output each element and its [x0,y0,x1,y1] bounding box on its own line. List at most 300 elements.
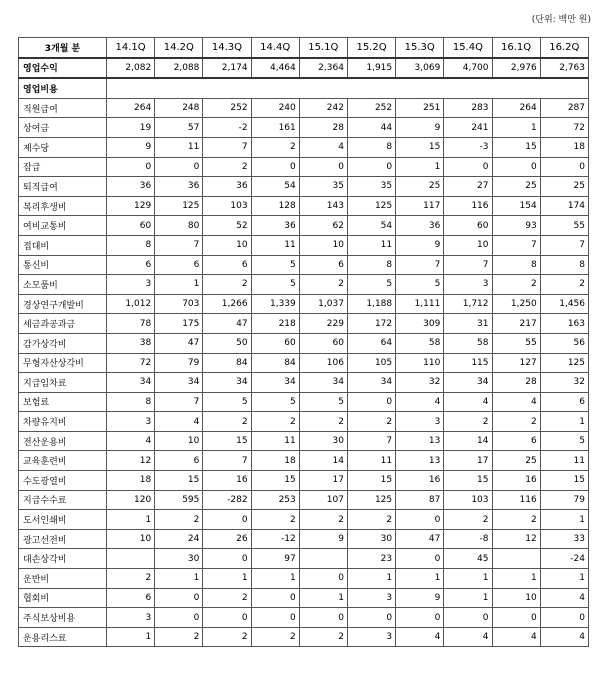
table-cell: 3,069 [396,58,444,79]
row-label: 지급임차료 [19,373,107,393]
table-cell: 6 [540,392,588,412]
section-spacer [107,78,589,98]
table-row [19,392,589,412]
table-cell: 129 [107,196,155,216]
table-cell: 60 [299,333,347,353]
table-cell [299,549,347,569]
table-cell: 2 [155,510,203,530]
table-cell: 0 [492,608,540,628]
table-cell: 1 [155,275,203,295]
table-cell: 264 [492,98,540,118]
table-cell: 0 [203,549,251,569]
table-cell: 2 [540,275,588,295]
table-cell: 1 [540,412,588,432]
table-cell: 54 [347,216,395,236]
table-cell: 27 [444,177,492,197]
table-cell: 2,976 [492,58,540,79]
table-cell: 248 [155,98,203,118]
table-cell: 25 [396,177,444,197]
table-row [19,255,589,275]
table-cell: 2 [492,275,540,295]
table-cell: 0 [540,157,588,177]
table-cell: 11 [347,451,395,471]
row-label: 수도광열비 [19,471,107,491]
table-cell: 4,464 [251,58,299,79]
table-cell: 217 [492,314,540,334]
table-cell: 55 [492,333,540,353]
table-cell: 116 [444,196,492,216]
table-cell: 9 [396,588,444,608]
table-cell: 28 [299,118,347,138]
table-cell: 4 [492,392,540,412]
table-cell: 163 [540,314,588,334]
column-header: 14.1Q [107,38,155,58]
table-cell: 84 [203,353,251,373]
table-cell: 11 [251,235,299,255]
table-cell: 60 [107,216,155,236]
table-cell: 1,266 [203,294,251,314]
table-cell: 4 [444,392,492,412]
table-cell: 1 [492,569,540,589]
table-cell: 174 [540,196,588,216]
row-label: 보험료 [19,392,107,412]
table-cell: 78 [107,314,155,334]
table-cell: 3 [107,412,155,432]
table-cell: 56 [540,333,588,353]
table-row [19,608,589,628]
table-cell: 1 [540,569,588,589]
table-row [19,569,589,589]
table-cell: 36 [155,177,203,197]
table-row [19,451,589,471]
table-cell: 229 [299,314,347,334]
table-cell: 9 [396,118,444,138]
table-cell: -3 [444,137,492,157]
table-cell: 13 [396,451,444,471]
table-cell: 2 [299,627,347,647]
table-cell: 15 [347,471,395,491]
table-cell: 32 [540,373,588,393]
table-cell: 3 [107,275,155,295]
table-row [19,471,589,491]
table-cell: 0 [155,588,203,608]
table-cell: 2,763 [540,58,588,79]
row-label: 경상연구개발비 [19,294,107,314]
table-row [19,177,589,197]
table-cell: 60 [444,216,492,236]
table-cell: 30 [155,549,203,569]
table-row [19,235,589,255]
column-header: 15.3Q [396,38,444,58]
table-cell: 47 [155,333,203,353]
row-label: 무형자산상각비 [19,353,107,373]
table-cell: 2 [347,412,395,432]
table-row [19,373,589,393]
table-cell: 12 [492,529,540,549]
revenue-row [19,58,589,79]
table-cell: 5 [540,431,588,451]
table-cell: 252 [347,98,395,118]
table-cell: 5 [396,275,444,295]
table-cell [107,549,155,569]
table-cell: 6 [107,255,155,275]
table-cell: 4 [299,137,347,157]
table-cell: 103 [444,490,492,510]
table-cell: 4 [444,627,492,647]
table-cell: 116 [492,490,540,510]
table-cell: 2 [251,137,299,157]
table-cell: 32 [396,373,444,393]
table-cell: 2 [251,627,299,647]
table-cell: 7 [203,451,251,471]
table-cell: 1 [299,588,347,608]
table-cell: 10 [492,588,540,608]
table-cell: 7 [155,235,203,255]
table-cell: 2 [155,627,203,647]
table-cell: 6 [155,255,203,275]
table-cell: 9 [299,529,347,549]
table-row [19,294,589,314]
table-cell: 13 [396,431,444,451]
table-cell: 0 [444,608,492,628]
table-cell: 105 [347,353,395,373]
table-cell: 2,082 [107,58,155,79]
table-cell: 15 [203,431,251,451]
table-cell: 264 [107,98,155,118]
table-cell: 2 [444,510,492,530]
table-cell: 87 [396,490,444,510]
table-cell: 8 [107,235,155,255]
table-cell: 1,712 [444,294,492,314]
row-label: 차량유지비 [19,412,107,432]
table-cell: 19 [107,118,155,138]
table-cell: 0 [107,157,155,177]
table-row [19,118,589,138]
table-cell: 2 [203,412,251,432]
table-cell: 242 [299,98,347,118]
table-cell: 8 [347,137,395,157]
section-row [19,78,589,98]
table-cell: 58 [396,333,444,353]
table-cell: 2 [251,510,299,530]
table-cell: 251 [396,98,444,118]
table-cell: 10 [444,235,492,255]
column-header: 14.4Q [251,38,299,58]
table-cell: 36 [251,216,299,236]
table-cell: 2 [203,275,251,295]
table-cell: 72 [107,353,155,373]
table-cell: 2 [299,412,347,432]
table-row [19,216,589,236]
table-cell: 11 [251,431,299,451]
table-cell: 4,700 [444,58,492,79]
table-row [19,431,589,451]
table-cell: 25 [492,451,540,471]
table-cell: 7 [347,431,395,451]
table-cell: 1 [251,569,299,589]
table-cell: 38 [107,333,155,353]
table-cell: 287 [540,98,588,118]
table-cell: 1,339 [251,294,299,314]
table-cell: 0 [203,608,251,628]
table-cell: 12 [107,451,155,471]
table-cell: 47 [203,314,251,334]
table-row [19,353,589,373]
table-cell: 2,088 [155,58,203,79]
table-row [19,275,589,295]
row-label: 세금과공과금 [19,314,107,334]
table-cell: 4 [107,431,155,451]
table-cell: 5 [251,275,299,295]
table-cell: 0 [396,608,444,628]
table-cell: 10 [155,431,203,451]
column-header: 15.2Q [347,38,395,58]
row-label: 직원급여 [19,98,107,118]
table-cell: 1,915 [347,58,395,79]
table-cell [492,549,540,569]
table-cell: 0 [540,608,588,628]
table-cell: 34 [107,373,155,393]
table-cell: 0 [396,549,444,569]
row-label: 광고선전비 [19,529,107,549]
table-cell: 0 [203,510,251,530]
table-cell: 1 [540,510,588,530]
table-cell: 0 [396,510,444,530]
row-label: 도서인쇄비 [19,510,107,530]
table-cell: 6 [299,255,347,275]
table-cell: 11 [540,451,588,471]
table-cell: 283 [444,98,492,118]
table-cell: 1,250 [492,294,540,314]
row-label: 제수당 [19,137,107,157]
row-label: 주식보상비용 [19,608,107,628]
table-row [19,510,589,530]
table-cell: -12 [251,529,299,549]
table-cell: 0 [347,608,395,628]
table-cell: 6 [203,255,251,275]
table-cell: 57 [155,118,203,138]
table-cell: 125 [155,196,203,216]
table-row [19,549,589,569]
table-cell: 1,456 [540,294,588,314]
table-cell: 4 [396,627,444,647]
table-cell: 0 [251,588,299,608]
table-row [19,98,589,118]
table-row [19,588,589,608]
table-cell: 4 [540,627,588,647]
table-cell: 97 [251,549,299,569]
table-cell: 34 [299,373,347,393]
table-cell: 3 [107,608,155,628]
table-cell: 64 [347,333,395,353]
table-cell: 93 [492,216,540,236]
row-label: 대손상각비 [19,549,107,569]
table-cell: 2 [203,588,251,608]
table-cell: 55 [540,216,588,236]
table-cell: 154 [492,196,540,216]
table-cell: 26 [203,529,251,549]
table-cell: 2 [347,510,395,530]
table-cell: -8 [444,529,492,549]
table-cell: 120 [107,490,155,510]
table-cell: 0 [299,569,347,589]
row-label: 여비교통비 [19,216,107,236]
row-label: 상여금 [19,118,107,138]
table-cell: 110 [396,353,444,373]
table-cell: 7 [492,235,540,255]
section-label: 영업비용 [19,78,107,98]
table-cell: 34 [155,373,203,393]
table-cell: 1 [444,588,492,608]
column-header: 15.1Q [299,38,347,58]
row-label: 지급수수료 [19,490,107,510]
table-cell: 17 [444,451,492,471]
table-cell: 218 [251,314,299,334]
table-cell: 3 [396,412,444,432]
table-row [19,412,589,432]
table-cell: 10 [107,529,155,549]
table-row [19,157,589,177]
table-cell: 1,111 [396,294,444,314]
table-cell: 7 [540,235,588,255]
table-cell: 107 [299,490,347,510]
table-cell: 44 [347,118,395,138]
table-cell: 16 [203,471,251,491]
table-cell: 0 [492,157,540,177]
table-cell: 252 [203,98,251,118]
table-cell: 0 [155,157,203,177]
table-cell: 8 [347,255,395,275]
table-row [19,490,589,510]
corner-header: 3개월 분 [19,38,107,58]
table-row [19,137,589,157]
table-cell: 1 [203,569,251,589]
column-header: 16.2Q [540,38,588,58]
table-cell: 1 [396,157,444,177]
table-cell: 2 [107,569,155,589]
table-cell: 3 [444,275,492,295]
table-cell: 16 [396,471,444,491]
table-cell: 4 [396,392,444,412]
table-cell: 115 [444,353,492,373]
table-cell: 8 [492,255,540,275]
table-cell: 0 [347,157,395,177]
row-label: 교육훈련비 [19,451,107,471]
table-cell: 2 [299,275,347,295]
table-cell: 33 [540,529,588,549]
table-cell: 2,174 [203,58,251,79]
table-cell: 1,037 [299,294,347,314]
table-cell: 8 [540,255,588,275]
table-cell: 241 [444,118,492,138]
table-cell: 175 [155,314,203,334]
table-cell: 1 [396,569,444,589]
table-cell: 2 [203,627,251,647]
table-cell: 2 [203,157,251,177]
table-cell: 4 [540,588,588,608]
table-cell: -24 [540,549,588,569]
table-row [19,333,589,353]
table-cell: 6 [107,588,155,608]
column-header: 14.3Q [203,38,251,58]
table-cell: 5 [251,392,299,412]
table-cell: 18 [251,451,299,471]
table-cell: 309 [396,314,444,334]
table-cell: 14 [299,451,347,471]
table-cell: 15 [540,471,588,491]
table-cell: 6 [492,431,540,451]
table-cell: 0 [251,157,299,177]
row-label: 운반비 [19,569,107,589]
table-cell: 58 [444,333,492,353]
table-cell: 106 [299,353,347,373]
table-cell: 18 [107,471,155,491]
table-cell: 1,188 [347,294,395,314]
table-cell: 5 [203,392,251,412]
row-label: 감가상각비 [19,333,107,353]
table-cell: 4 [492,627,540,647]
table-cell: 24 [155,529,203,549]
table-cell: 125 [347,196,395,216]
table-cell: 23 [347,549,395,569]
row-label: 협회비 [19,588,107,608]
table-cell: 7 [155,392,203,412]
table-cell: 5 [347,275,395,295]
table-cell: 595 [155,490,203,510]
table-cell: 0 [347,392,395,412]
table-cell: 25 [492,177,540,197]
table-cell: 9 [107,137,155,157]
table-cell: 6 [155,451,203,471]
table-cell: 14 [444,431,492,451]
table-cell: 1 [492,118,540,138]
table-cell: 10 [299,235,347,255]
table-cell: 2 [492,510,540,530]
table-cell: 11 [347,235,395,255]
table-cell: 80 [155,216,203,236]
table-cell: 128 [251,196,299,216]
table-cell: 18 [540,137,588,157]
table-cell: 34 [444,373,492,393]
unit-note: (단위: 백만 원) [531,15,591,25]
table-cell: 11 [155,137,203,157]
table-cell: 7 [396,255,444,275]
table-cell: 0 [155,608,203,628]
table-row [19,196,589,216]
table-cell: 2 [444,412,492,432]
table-cell: 60 [251,333,299,353]
table-cell: 240 [251,98,299,118]
table-cell: 2 [251,412,299,432]
table-cell: 35 [347,177,395,197]
table-cell: 72 [540,118,588,138]
row-label: 통신비 [19,255,107,275]
table-cell: 25 [540,177,588,197]
table-cell: 1 [107,510,155,530]
row-label: 소모품비 [19,275,107,295]
financial-table [18,37,589,647]
table-cell: 34 [203,373,251,393]
table-row [19,627,589,647]
table-cell: 15 [396,137,444,157]
table-cell: 28 [492,373,540,393]
table-cell: 1 [347,569,395,589]
table-cell: 34 [251,373,299,393]
table-cell: 17 [299,471,347,491]
table-cell: 31 [444,314,492,334]
column-header: 15.4Q [444,38,492,58]
table-cell: 10 [203,235,251,255]
